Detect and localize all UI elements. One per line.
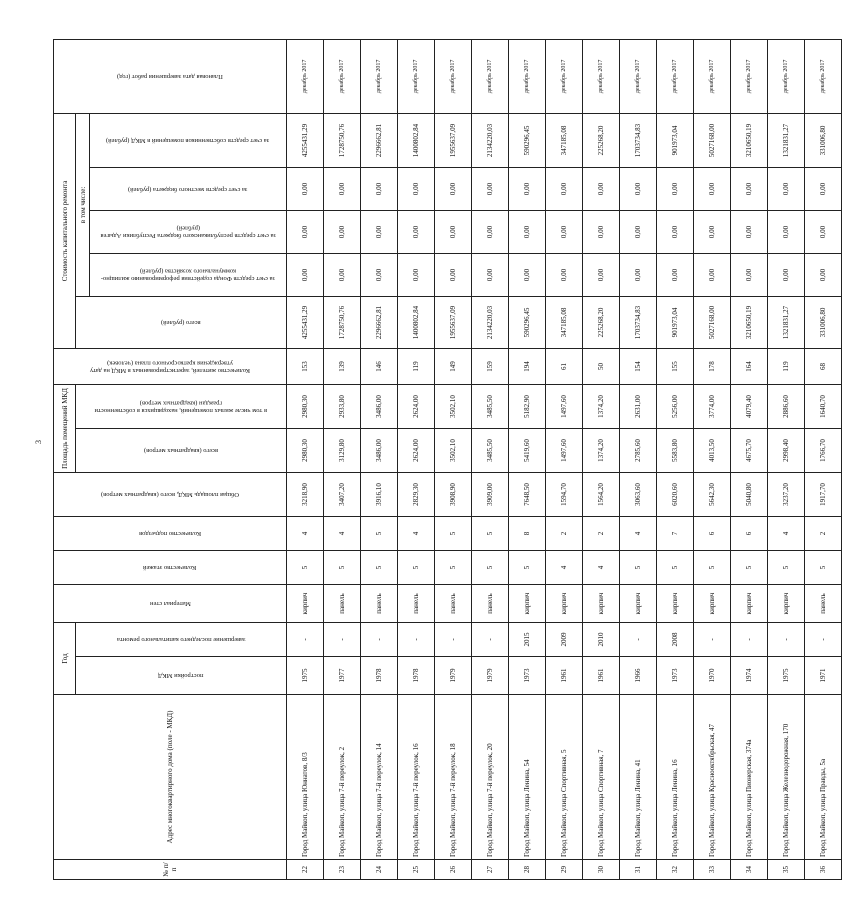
row-cost-fund: 0,00 — [694, 253, 731, 296]
row-year-repair: 2009 — [546, 622, 583, 656]
row-cost-total: 1955637,09 — [435, 296, 472, 348]
row-cost-total: 4255431,29 — [287, 296, 324, 348]
row-year-repair: - — [435, 622, 472, 656]
row-cost-local: 0,00 — [583, 167, 620, 210]
row-cost-local: 0,00 — [287, 167, 324, 210]
row-number: 33 — [694, 860, 731, 880]
row-entrances: 4 — [398, 516, 435, 550]
rotated-sheet — [53, 40, 827, 880]
row-cost-total: 1400802,84 — [398, 296, 435, 348]
row-premises-owned: 2624,00 — [398, 384, 435, 428]
row-cost-total: 901973,04 — [657, 296, 694, 348]
row-cost-fund: 0,00 — [324, 253, 361, 296]
row-entrances: 4 — [287, 516, 324, 550]
row-total-area: 5040,80 — [731, 472, 768, 516]
row-premises-total: 1766,70 — [805, 428, 842, 472]
row-premises-total: 3485,50 — [472, 428, 509, 472]
row-residents: 119 — [398, 348, 435, 384]
row-cost-total: 1728750,76 — [324, 296, 361, 348]
row-year-built: 1971 — [805, 657, 842, 695]
row-cost-total: 1703734,83 — [620, 296, 657, 348]
row-cost-owners: 2296662,81 — [361, 113, 398, 167]
row-premises-total: 5583,80 — [657, 428, 694, 472]
row-total-area: 1594,70 — [546, 472, 583, 516]
row-number: 26 — [435, 860, 472, 880]
row-total-area: 3407,20 — [324, 472, 361, 516]
row-planned-date: декабрь 2017 — [435, 39, 472, 113]
row-floors: 5 — [731, 550, 768, 584]
row-floors: 5 — [435, 550, 472, 584]
row-number: 31 — [620, 860, 657, 880]
row-cost-owners: 5027168,00 — [694, 113, 731, 167]
row-year-repair: - — [324, 622, 361, 656]
row-floors: 5 — [694, 550, 731, 584]
header-cost-group: Стоимость капитального ремонта — [54, 113, 76, 348]
row-address: Город Майкоп, улица Ленина, 16 — [657, 695, 694, 860]
row-premises-owned: 2933,80 — [324, 384, 361, 428]
row-total-area: 3063,60 — [620, 472, 657, 516]
header-residents: Количество жителей, зарегистрированных в МКД на дату утверждения краткосрочного плана (человек) — [54, 348, 287, 384]
header-num: № п/п — [54, 860, 287, 880]
row-planned-date: декабрь 2017 — [583, 39, 620, 113]
row-number: 34 — [731, 860, 768, 880]
row-floors: 5 — [805, 550, 842, 584]
row-address: Город Майкоп, улица Ленина, 41 — [620, 695, 657, 860]
row-year-repair: 2015 — [509, 622, 546, 656]
row-cost-local: 0,00 — [435, 167, 472, 210]
row-premises-owned: 3485,50 — [472, 384, 509, 428]
row-total-area: 7648,50 — [509, 472, 546, 516]
row-premises-total: 5419,60 — [509, 428, 546, 472]
row-cost-republic: 0,00 — [583, 210, 620, 253]
table-row — [472, 39, 509, 879]
row-total-area: 3916,10 — [361, 472, 398, 516]
row-address: Город Майкоп, улица 7-й переулок, 16 — [398, 695, 435, 860]
row-entrances: 6 — [731, 516, 768, 550]
row-number: 22 — [287, 860, 324, 880]
header-cost-total: всего (рублей) — [76, 296, 287, 348]
row-cost-owners: 225268,20 — [583, 113, 620, 167]
header-premises-residents: в том числе жилых помещений, находящихся в собственности граждан (квадратных метров) — [76, 384, 287, 428]
row-address: Город Майкоп, улица Железнодорожная, 170 — [768, 695, 805, 860]
row-premises-total: 2785,60 — [620, 428, 657, 472]
row-cost-fund: 0,00 — [398, 253, 435, 296]
header-total-area: Общая площадь МКД, всего (квадратных метров) — [54, 472, 287, 516]
row-cost-republic: 0,00 — [768, 210, 805, 253]
row-year-built: 1966 — [620, 657, 657, 695]
row-cost-fund: 0,00 — [435, 253, 472, 296]
row-entrances: 7 — [657, 516, 694, 550]
row-cost-owners: 331006,80 — [805, 113, 842, 167]
row-cost-total: 3210650,19 — [731, 296, 768, 348]
row-premises-total: 3502,10 — [435, 428, 472, 472]
row-cost-fund: 0,00 — [620, 253, 657, 296]
row-floors: 5 — [472, 550, 509, 584]
row-entrances: 8 — [509, 516, 546, 550]
row-cost-local: 0,00 — [657, 167, 694, 210]
row-cost-fund: 0,00 — [731, 253, 768, 296]
row-number: 28 — [509, 860, 546, 880]
row-cost-local: 0,00 — [620, 167, 657, 210]
table-row — [731, 39, 768, 879]
row-premises-owned: 5182,90 — [509, 384, 546, 428]
row-cost-local: 0,00 — [398, 167, 435, 210]
row-number: 27 — [472, 860, 509, 880]
row-year-repair: - — [805, 622, 842, 656]
header-entrances: Количество подъездов — [54, 516, 287, 550]
row-planned-date: декабрь 2017 — [398, 39, 435, 113]
row-cost-fund: 0,00 — [287, 253, 324, 296]
row-wall-material: кирпич — [583, 584, 620, 622]
row-residents: 153 — [287, 348, 324, 384]
row-cost-republic: 0,00 — [509, 210, 546, 253]
row-planned-date: декабрь 2017 — [694, 39, 731, 113]
row-cost-fund: 0,00 — [472, 253, 509, 296]
row-premises-total: 2624,00 — [398, 428, 435, 472]
row-planned-date: декабрь 2017 — [509, 39, 546, 113]
row-floors: 4 — [546, 550, 583, 584]
header-year-built: постройки МКД — [76, 657, 287, 695]
row-wall-material: панель — [472, 584, 509, 622]
row-cost-republic: 0,00 — [731, 210, 768, 253]
row-cost-local: 0,00 — [324, 167, 361, 210]
row-address: Город Майкоп, улица Краснооктябрьская, 47 — [694, 695, 731, 860]
row-entrances: 2 — [546, 516, 583, 550]
row-floors: 5 — [509, 550, 546, 584]
row-premises-owned: 1374,20 — [583, 384, 620, 428]
row-floors: 5 — [361, 550, 398, 584]
row-number: 24 — [361, 860, 398, 880]
row-year-built: 1979 — [472, 657, 509, 695]
row-entrances: 5 — [361, 516, 398, 550]
row-address: Город Майкоп, улица Ленина, 54 — [509, 695, 546, 860]
row-year-built: 1978 — [361, 657, 398, 695]
row-total-area: 3237,20 — [768, 472, 805, 516]
row-planned-date: декабрь 2017 — [287, 39, 324, 113]
row-cost-fund: 0,00 — [509, 253, 546, 296]
row-premises-total: 2980,30 — [287, 428, 324, 472]
row-year-repair: - — [620, 622, 657, 656]
row-planned-date: декабрь 2017 — [657, 39, 694, 113]
row-cost-republic: 0,00 — [694, 210, 731, 253]
row-premises-owned: 2980,30 — [287, 384, 324, 428]
row-floors: 4 — [583, 550, 620, 584]
row-entrances: 2 — [805, 516, 842, 550]
row-cost-republic: 0,00 — [435, 210, 472, 253]
row-premises-total: 2998,40 — [768, 428, 805, 472]
header-cost-incl: в том числе: — [76, 113, 90, 296]
row-address: Город Майкоп, улица Спортивная, 7 — [583, 695, 620, 860]
row-residents: 154 — [620, 348, 657, 384]
row-year-repair: 2008 — [657, 622, 694, 656]
row-cost-republic: 0,00 — [361, 210, 398, 253]
row-planned-date: декабрь 2017 — [805, 39, 842, 113]
header-cost-fund: за счет средств Фонда содействия реформированию жилищно-коммунального хозяйства (рублей) — [90, 253, 287, 296]
row-premises-total: 4013,50 — [694, 428, 731, 472]
row-year-built: 1975 — [287, 657, 324, 695]
row-total-area: 1917,70 — [805, 472, 842, 516]
row-cost-fund: 0,00 — [546, 253, 583, 296]
header-address: Адрес многоквартирного дома (поле - МКД) — [54, 695, 287, 860]
row-cost-local: 0,00 — [731, 167, 768, 210]
row-planned-date: декабрь 2017 — [324, 39, 361, 113]
row-entrances: 6 — [694, 516, 731, 550]
row-year-built: 1973 — [657, 657, 694, 695]
header-year-repair: завершение последнего капитального ремонта — [76, 622, 287, 656]
row-floors: 5 — [398, 550, 435, 584]
row-wall-material: кирпич — [620, 584, 657, 622]
row-cost-republic: 0,00 — [546, 210, 583, 253]
table-row — [546, 39, 583, 879]
row-floors: 5 — [768, 550, 805, 584]
row-year-repair: - — [731, 622, 768, 656]
table-header — [54, 39, 287, 879]
row-premises-total: 3486,00 — [361, 428, 398, 472]
row-entrances: 5 — [472, 516, 509, 550]
row-residents: 155 — [657, 348, 694, 384]
row-planned-date: декабрь 2017 — [472, 39, 509, 113]
row-cost-fund: 0,00 — [657, 253, 694, 296]
header-cost-republic: за счет средств республиканского бюджета Республики Адыгея (рублей) — [90, 210, 287, 253]
row-wall-material: кирпич — [509, 584, 546, 622]
row-number: 25 — [398, 860, 435, 880]
row-planned-date: декабрь 2017 — [768, 39, 805, 113]
table-row — [583, 39, 620, 879]
row-premises-total: 4675,70 — [731, 428, 768, 472]
row-entrances: 4 — [324, 516, 361, 550]
row-cost-total: 347185,08 — [546, 296, 583, 348]
row-residents: 159 — [472, 348, 509, 384]
row-cost-local: 0,00 — [694, 167, 731, 210]
row-cost-local: 0,00 — [472, 167, 509, 210]
table-row — [657, 39, 694, 879]
row-total-area: 5642,30 — [694, 472, 731, 516]
row-year-repair: - — [768, 622, 805, 656]
row-wall-material: панель — [398, 584, 435, 622]
table-row — [620, 39, 657, 879]
row-premises-total: 1497,60 — [546, 428, 583, 472]
table-row — [509, 39, 546, 879]
row-residents: 149 — [435, 348, 472, 384]
row-cost-owners: 4255431,29 — [287, 113, 324, 167]
header-year-group: Год — [54, 622, 76, 694]
row-cost-owners: 1321831,27 — [768, 113, 805, 167]
header-planned-date: Плановая дата завершения работ (год) — [54, 39, 287, 113]
row-premises-owned: 3774,00 — [694, 384, 731, 428]
row-year-repair: - — [472, 622, 509, 656]
row-cost-total: 1321831,27 — [768, 296, 805, 348]
row-cost-local: 0,00 — [768, 167, 805, 210]
row-premises-owned: 2631,00 — [620, 384, 657, 428]
row-premises-owned: 2886,60 — [768, 384, 805, 428]
row-year-built: 1961 — [583, 657, 620, 695]
row-cost-republic: 0,00 — [657, 210, 694, 253]
row-premises-total: 1374,20 — [583, 428, 620, 472]
row-cost-owners: 590296,45 — [509, 113, 546, 167]
row-cost-owners: 1955637,09 — [435, 113, 472, 167]
row-wall-material: кирпич — [546, 584, 583, 622]
row-address: Город Майкоп, улица Пионерская, 374а — [731, 695, 768, 860]
row-cost-total: 2296662,81 — [361, 296, 398, 348]
row-residents: 61 — [546, 348, 583, 384]
row-premises-owned: 3502,10 — [435, 384, 472, 428]
row-cost-total: 2134220,03 — [472, 296, 509, 348]
row-entrances: 5 — [435, 516, 472, 550]
table-row — [768, 39, 805, 879]
row-residents: 50 — [583, 348, 620, 384]
row-residents: 194 — [509, 348, 546, 384]
row-cost-local: 0,00 — [509, 167, 546, 210]
row-planned-date: декабрь 2017 — [546, 39, 583, 113]
row-cost-republic: 0,00 — [287, 210, 324, 253]
row-cost-fund: 0,00 — [768, 253, 805, 296]
row-total-area: 3909,00 — [472, 472, 509, 516]
row-cost-fund: 0,00 — [805, 253, 842, 296]
row-premises-owned: 5256,00 — [657, 384, 694, 428]
row-entrances: 2 — [583, 516, 620, 550]
row-year-built: 1978 — [398, 657, 435, 695]
table-row — [694, 39, 731, 879]
row-floors: 5 — [620, 550, 657, 584]
row-premises-owned: 1497,60 — [546, 384, 583, 428]
row-cost-republic: 0,00 — [324, 210, 361, 253]
row-cost-local: 0,00 — [805, 167, 842, 210]
row-cost-republic: 0,00 — [805, 210, 842, 253]
row-cost-republic: 0,00 — [620, 210, 657, 253]
row-residents: 139 — [324, 348, 361, 384]
row-wall-material: кирпич — [731, 584, 768, 622]
table-row — [435, 39, 472, 879]
row-entrances: 4 — [768, 516, 805, 550]
row-number: 29 — [546, 860, 583, 880]
page-number: 3 — [34, 440, 43, 444]
row-address: Город Майкоп, улица Правды, 5а — [805, 695, 842, 860]
row-number: 35 — [768, 860, 805, 880]
row-address: Город Майкоп, улица 7-й переулок, 14 — [361, 695, 398, 860]
row-floors: 5 — [324, 550, 361, 584]
row-address: Город Майкоп, улица 7-й переулок, 18 — [435, 695, 472, 860]
table-body — [287, 39, 842, 879]
row-cost-owners: 2134220,03 — [472, 113, 509, 167]
row-cost-republic: 0,00 — [398, 210, 435, 253]
row-total-area: 2829,30 — [398, 472, 435, 516]
table-row — [361, 39, 398, 879]
row-planned-date: декабрь 2017 — [731, 39, 768, 113]
row-year-built: 1961 — [546, 657, 583, 695]
row-cost-local: 0,00 — [361, 167, 398, 210]
row-cost-owners: 3210650,19 — [731, 113, 768, 167]
row-cost-total: 225268,20 — [583, 296, 620, 348]
row-cost-republic: 0,00 — [472, 210, 509, 253]
row-year-repair: 2010 — [583, 622, 620, 656]
row-cost-fund: 0,00 — [361, 253, 398, 296]
row-cost-total: 590296,45 — [509, 296, 546, 348]
header-cost-local: за счет средств местного бюджета (рублей) — [90, 167, 287, 210]
row-total-area: 6020,60 — [657, 472, 694, 516]
header-floors: Количество этажей — [54, 550, 287, 584]
row-year-built: 1973 — [509, 657, 546, 695]
row-wall-material: панель — [361, 584, 398, 622]
row-cost-owners: 901973,04 — [657, 113, 694, 167]
row-year-built: 1975 — [768, 657, 805, 695]
row-cost-fund: 0,00 — [583, 253, 620, 296]
row-cost-total: 331006,80 — [805, 296, 842, 348]
row-cost-local: 0,00 — [546, 167, 583, 210]
row-cost-owners: 1703734,83 — [620, 113, 657, 167]
repair-plan-table — [53, 39, 842, 880]
row-total-area: 1564,20 — [583, 472, 620, 516]
table-row — [324, 39, 361, 879]
header-cost-owners: за счет средств собственников помещений в МКД (рублей) — [90, 113, 287, 167]
row-address: Город Майкоп, улица 7-й переулок, 20 — [472, 695, 509, 860]
row-residents: 146 — [361, 348, 398, 384]
row-cost-owners: 347185,08 — [546, 113, 583, 167]
row-total-area: 3218,90 — [287, 472, 324, 516]
row-wall-material: панель — [324, 584, 361, 622]
row-number: 36 — [805, 860, 842, 880]
row-wall-material: панель — [435, 584, 472, 622]
row-planned-date: декабрь 2017 — [620, 39, 657, 113]
row-premises-total: 3129,80 — [324, 428, 361, 472]
row-wall-material: кирпич — [657, 584, 694, 622]
row-residents: 119 — [768, 348, 805, 384]
row-address: Город Майкоп, улица Юннатов, 8/3 — [287, 695, 324, 860]
table-row — [398, 39, 435, 879]
row-year-built: 1974 — [731, 657, 768, 695]
row-number: 30 — [583, 860, 620, 880]
row-year-built: 1970 — [694, 657, 731, 695]
row-year-repair: - — [398, 622, 435, 656]
row-entrances: 4 — [620, 516, 657, 550]
row-address: Город Майкоп, улица Спортивная, 5 — [546, 695, 583, 860]
table-row — [287, 39, 324, 879]
table-row — [805, 39, 842, 879]
row-residents: 178 — [694, 348, 731, 384]
row-cost-owners: 1400802,84 — [398, 113, 435, 167]
header-premises-group: Площадь помещений МКД — [54, 384, 76, 472]
row-planned-date: декабрь 2017 — [361, 39, 398, 113]
row-floors: 5 — [287, 550, 324, 584]
row-year-repair: - — [361, 622, 398, 656]
row-cost-total: 5027168,00 — [694, 296, 731, 348]
row-year-repair: - — [694, 622, 731, 656]
row-wall-material: кирпич — [768, 584, 805, 622]
row-number: 32 — [657, 860, 694, 880]
row-premises-owned: 1640,70 — [805, 384, 842, 428]
row-wall-material: кирпич — [287, 584, 324, 622]
row-floors: 5 — [657, 550, 694, 584]
row-address: Город Майкоп, улица 7-й переулок, 2 — [324, 695, 361, 860]
row-total-area: 3908,90 — [435, 472, 472, 516]
row-premises-owned: 3486,00 — [361, 384, 398, 428]
row-year-repair: - — [287, 622, 324, 656]
row-residents: 68 — [805, 348, 842, 384]
header-premises-total: всего (квадратных метров) — [76, 428, 287, 472]
row-wall-material: панель — [805, 584, 842, 622]
header-wall-material: Материал стен — [54, 584, 287, 622]
row-cost-owners: 1728750,76 — [324, 113, 361, 167]
row-residents: 164 — [731, 348, 768, 384]
row-premises-owned: 4079,40 — [731, 384, 768, 428]
row-wall-material: кирпич — [694, 584, 731, 622]
row-number: 23 — [324, 860, 361, 880]
row-year-built: 1977 — [324, 657, 361, 695]
row-year-built: 1979 — [435, 657, 472, 695]
